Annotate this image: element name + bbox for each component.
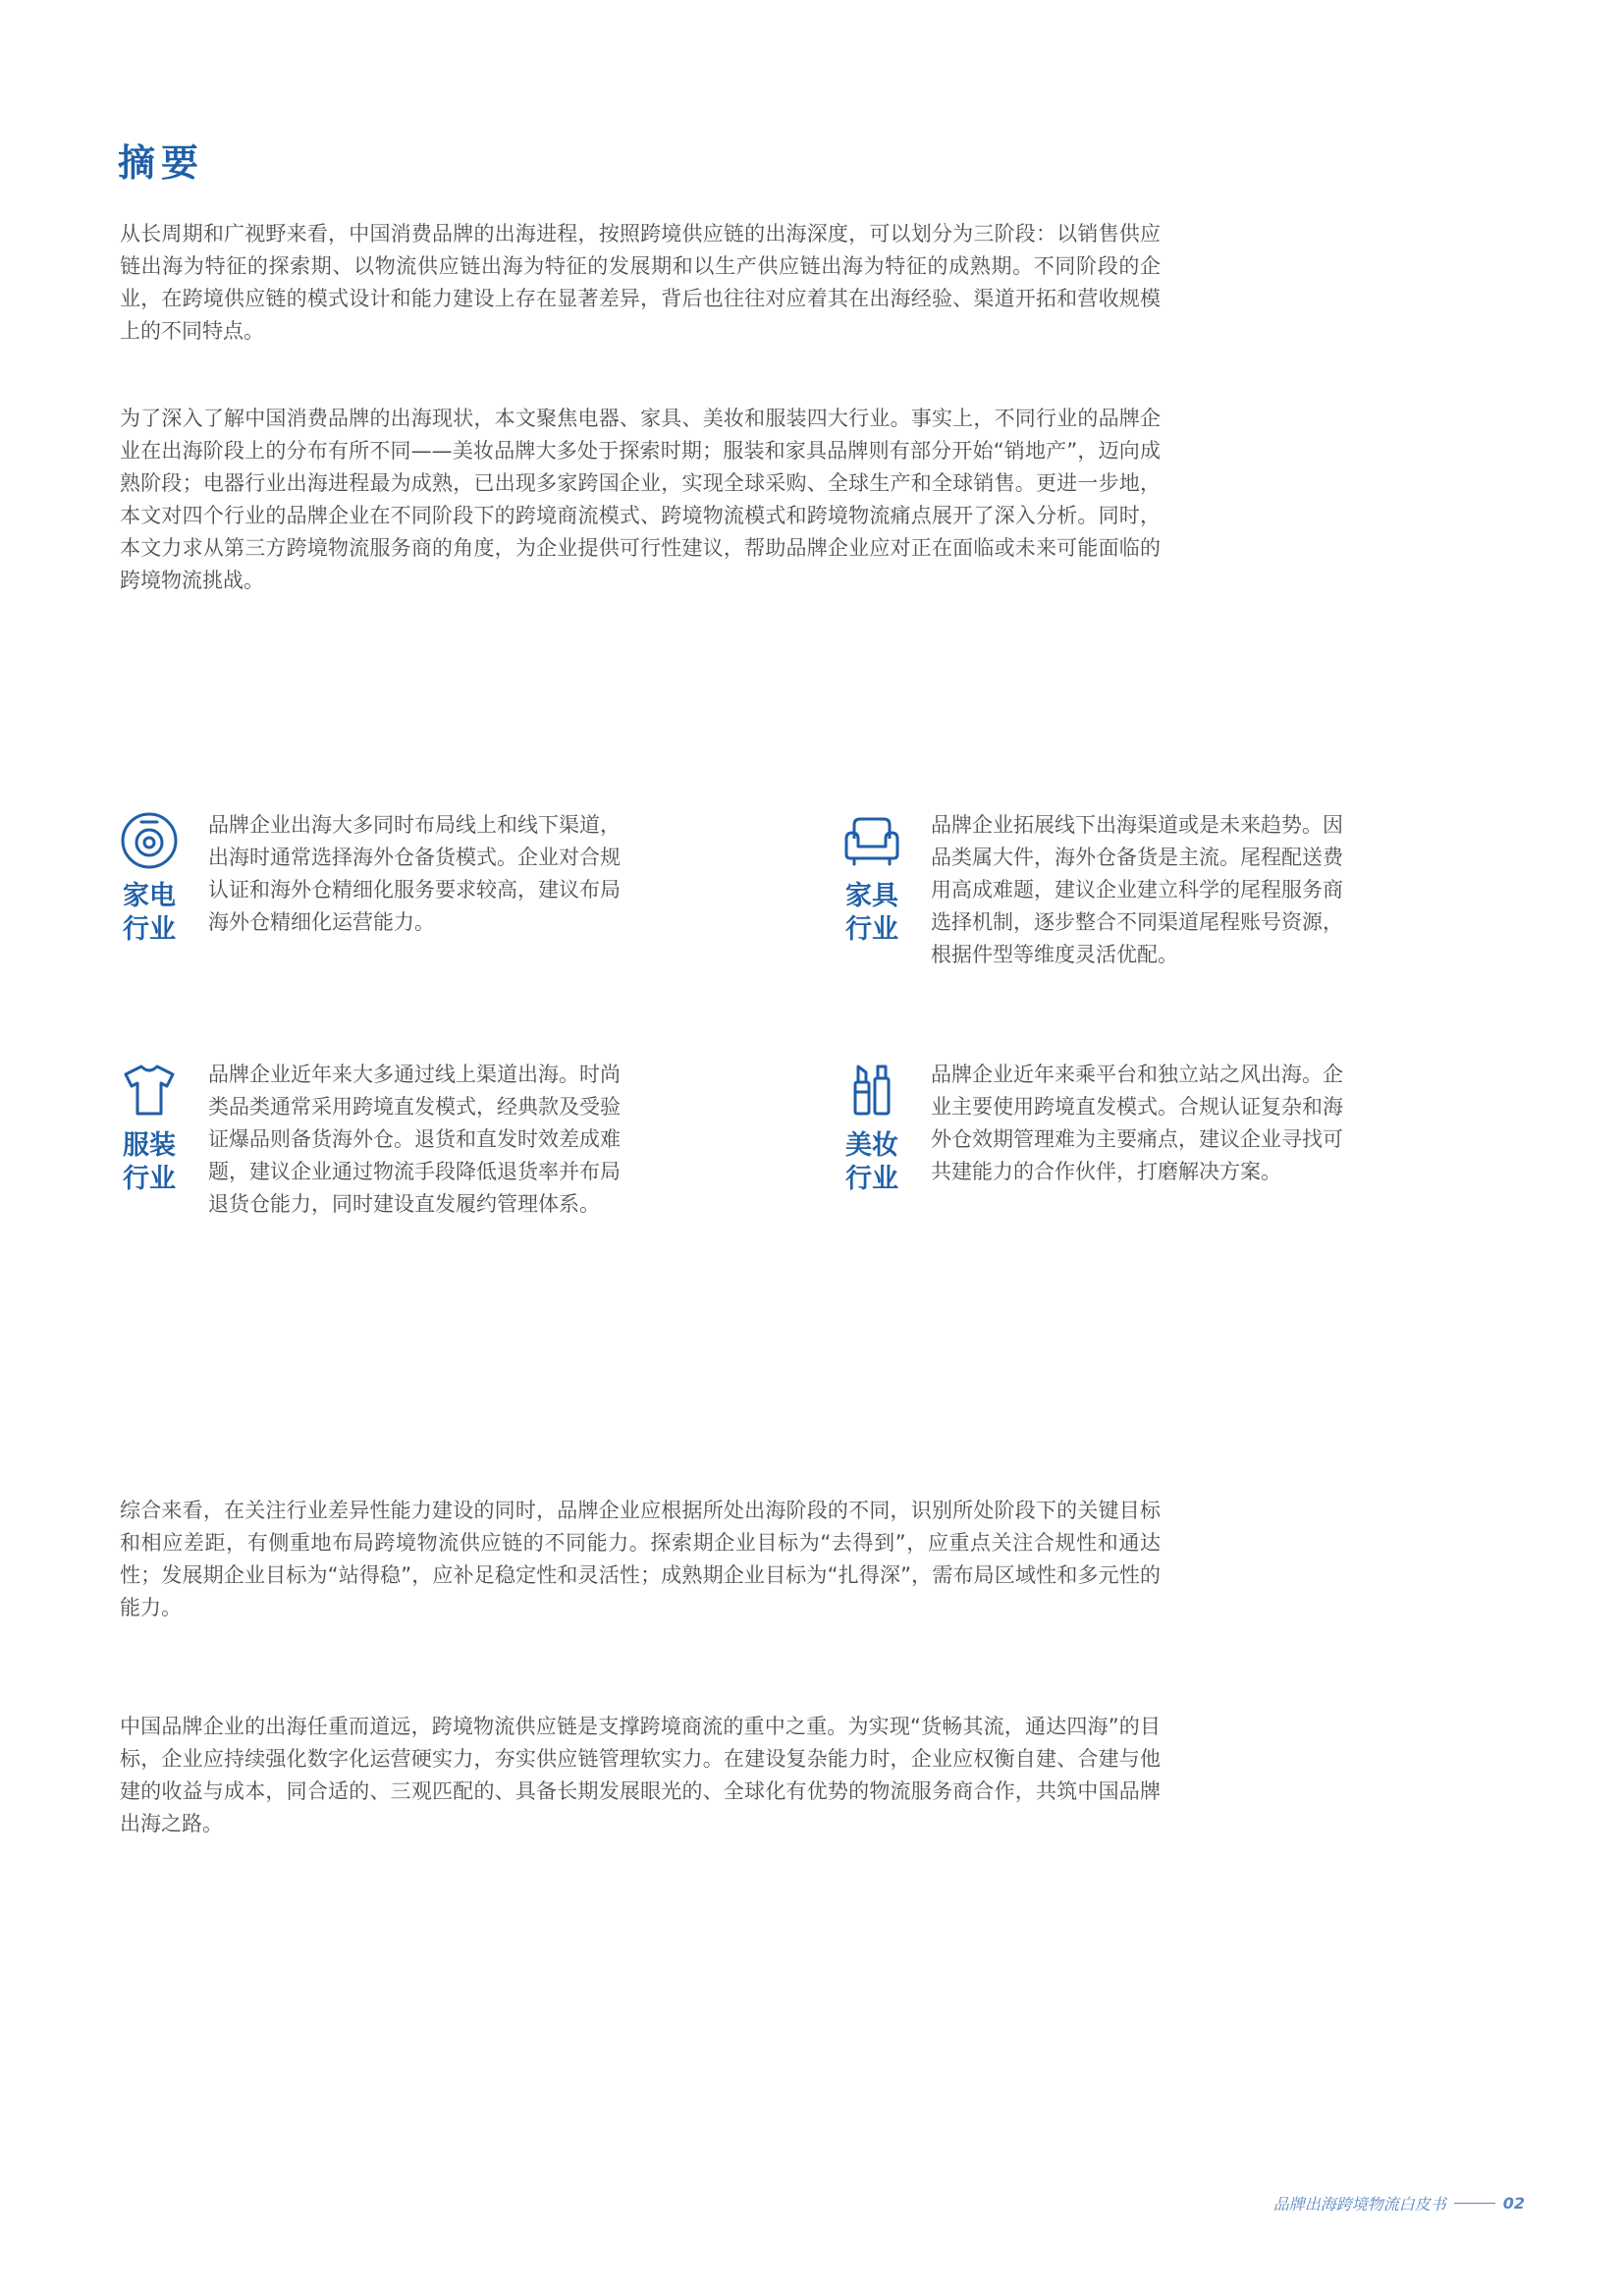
summary-paragraph-1: 从长周期和广视野来看，中国消费品牌的出海进程，按照跨境供应链的出海深度，可以划分为三阶段：以销售供应链出海为特征的探索期、以物流供应链出海为特征的发展期和以生产供应链出海为特征的成熟期。不同阶段的企业，在跨境供应链的模式设计和能力建设上存在显著差异，背后也往往对应着其在出海经验、渠道开拓和营收规模上的不同特点。 [120, 222, 1161, 343]
sofa-icon [840, 809, 903, 872]
summary-paragraph-3: 综合来看，在关注行业差异性能力建设的同时，品牌企业应根据所处出海阶段的不同，识别所处阶段下的关键目标和相应差距，有侧重地布局跨境物流供应链的不同能力。探索期企业目标为“去得到”，应重点关注合规性和通达性；发展期企业目标为“站得稳”，应补足稳定性和灵活性；成熟期企业目标为“扎得深”，需布局区域性和多元性的能力。 [120, 1499, 1161, 1619]
industry-label-apparel: 服装 行业 [123, 1130, 176, 1194]
industry-card-appliance [118, 809, 648, 1035]
industry-card-furniture [840, 809, 1371, 1035]
industry-text-appliance: 品牌企业出海大多同时布局线上和线下渠道，出海时通常选择海外仓备货模式。企业对合规认证和海外仓精细化服务要求较高，建议布局海外仓精细化运营能力。 [208, 813, 621, 934]
footer-divider [1454, 2203, 1495, 2204]
industry-label-furniture: 家具 行业 [845, 881, 898, 945]
summary-paragraph-2: 为了深入了解中国消费品牌的出海现状，本文聚焦电器、家具、美妆和服装四大行业。事实上，不同行业的品牌企业在出海阶段上的分布有所不同——美妆品牌大多处于探索时期；服装和家具品牌则有部分开始“销地产”，迈向成熟阶段；电器行业出海进程最为成熟，已出现多家跨国企业，实现全球采购、全球生产和全球销售。更进一步地，本文对四个行业的品牌企业在不同阶段下的跨境商流模式、跨境物流模式和跨境物流痛点展开了深入分析。同时，本文力求从第三方跨境物流服务商的角度，为企业提供可行性建议，帮助品牌企业应对正在面临或未来可能面临的跨境物流挑战。 [120, 407, 1161, 592]
industry-text-cosmetics: 品牌企业近年来乘平台和独立站之风出海。企业主要使用跨境直发模式。合规认证复杂和海外仓效期管理难为主要痛点，建议企业寻找可共建能力的合作伙伴，打磨解决方案。 [931, 1063, 1343, 1183]
industry-text-furniture: 品牌企业拓展线下出海渠道或是未来趋势。因品类属大件，海外仓备货是主流。尾程配送费用高成难题，建议企业建立科学的尾程服务商选择机制，逐步整合不同渠道尾程账号资源，根据件型等维度灵活优配。 [931, 813, 1343, 966]
page-footer [1273, 2192, 1525, 2214]
cosmetics-icon [840, 1059, 903, 1121]
industry-card-apparel [118, 1059, 648, 1285]
industry-text-apparel: 品牌企业近年来大多通过线上渠道出海。时尚类品类通常采用跨境直发模式，经典款及受验证爆品则备货海外仓。退货和直发时效差成难题，建议企业通过物流手段降低退货率并布局退货仓能力，同时建设直发履约管理体系。 [208, 1063, 621, 1216]
summary-paragraph-4: 中国品牌企业的出海任重而道远，跨境物流供应链是支撑跨境商流的重中之重。为实现“货畅其流，通达四海”的目标，企业应持续强化数字化运营硬实力，夯实供应链管理软实力。在建设复杂能力时，企业应权衡自建、合建与他建的收益与成本，同合适的、三观匹配的、具备长期发展眼光的、全球化有优势的物流服务商合作，共筑中国品牌出海之路。 [120, 1715, 1161, 1835]
appliance-icon [118, 809, 181, 872]
page-title: 摘要 [118, 141, 205, 186]
page-number: 02 [1502, 2194, 1525, 2213]
industry-label-appliance: 家电 行业 [123, 881, 176, 945]
industry-card-cosmetics [840, 1059, 1371, 1285]
industry-label-cosmetics: 美妆 行业 [845, 1130, 898, 1194]
footer-title: 品牌出海跨境物流白皮书 [1272, 2195, 1446, 2214]
tshirt-icon [118, 1059, 181, 1121]
